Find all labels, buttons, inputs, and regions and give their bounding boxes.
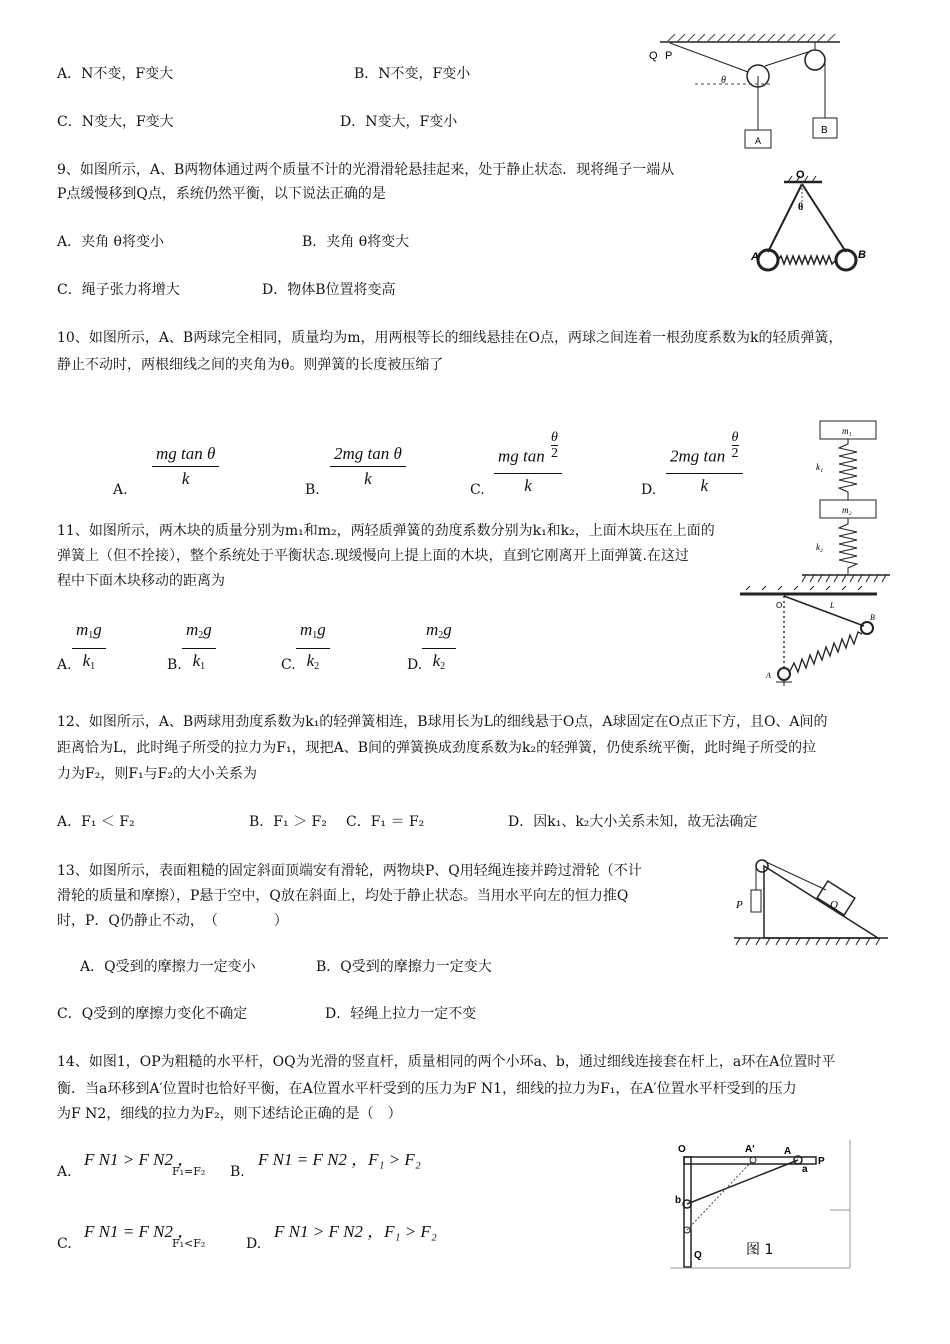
q9-stem-line1: 9、如图所示，A、B两物体通过两个质量不计的光滑滑轮悬挂起来，处于静止状态．现将绳子一端从 — [57, 162, 675, 178]
q11-a-num: m — [76, 620, 89, 639]
fig-q12-label-o: O — [776, 601, 783, 610]
q11-c-den: k — [306, 651, 315, 670]
fig-q10-label-a: A — [751, 251, 759, 263]
q9-option-c: C．绳子张力将增大 — [57, 282, 180, 298]
q11-option-b-formula: $\frac{m_2g}{k_1}$ — [182, 618, 216, 679]
q14-stem-line3: 为F N2，细线的拉力为F₂，则下述结论正确的是（ ） — [57, 1106, 402, 1122]
q14-option-a-math: F N1 > F N2 ， — [84, 1150, 195, 1169]
figure-q8-pulleys — [645, 30, 850, 150]
q10-c-half-theta: $\frac{\theta}{2}$ — [551, 430, 558, 461]
q10-option-d-label: D. — [641, 482, 657, 498]
fig-q14-label-q: Q — [694, 1250, 702, 1261]
q11-stem-line3: 程中下面木块移动的距离为 — [57, 573, 225, 589]
q11-b-num: m — [186, 620, 199, 639]
fig-q12-label-a: A — [766, 671, 771, 680]
q9-stem-line2: P点缓慢移到Q点，系统仍然平衡，以下说法正确的是 — [57, 186, 386, 202]
fig-q8-label-q: Q — [649, 50, 658, 62]
q10-option-c-formula — [494, 420, 562, 498]
q14-option-c-tail: F₁<F₂ — [172, 1237, 206, 1250]
q11-option-a-formula: $\frac{m_1g}{k_1}$ — [72, 618, 106, 679]
q10-option-a-label: A. — [113, 482, 128, 498]
fig-q14-caption: 图 1 — [746, 1242, 774, 1258]
q12-stem-line3: 力为F₂，则F₁与F₂的大小关系为 — [57, 766, 257, 782]
q11-option-a-label: A. — [57, 657, 72, 673]
fig-q10-label-o: O — [796, 169, 805, 181]
q14-option-c-label: C. — [57, 1236, 72, 1252]
q14-option-d-math: F N1 > F N2 ，F₁ > F₂ — [274, 1222, 437, 1241]
q10-option-b-label: B. — [305, 482, 320, 498]
q12-option-b: B．F₁ ＞ F₂ — [249, 814, 327, 830]
q10-c-denominator: k — [524, 476, 532, 495]
q13-option-b: B．Q受到的摩擦力一定变大 — [316, 959, 492, 975]
q11-a-den: k — [82, 651, 91, 670]
figure-q13-incline — [730, 850, 892, 950]
fig-q8-label-theta: θ — [721, 75, 726, 86]
q14-option-a-tail: F₁=F₂ — [172, 1165, 206, 1178]
fig-q13-label-q: Q — [830, 899, 838, 911]
q14-stem-line2: 衡．当a环移到A′位置时也恰好平衡，在A位置水平杆受到的压力为F N1，细线的拉力为F₁，在A′位置水平杆受到的压力 — [57, 1081, 797, 1097]
q8-option-b: B．N不变，F变小 — [354, 66, 471, 82]
q8-option-c: C．N变大，F变大 — [57, 114, 174, 130]
figure-q14-rods — [670, 1140, 852, 1272]
q11-stem-line2: 弹簧上（但不拴接），整个系统处于平衡状态.现缓慢向上提上面的木块，直到它刚离开上面弹簧.在这过 — [57, 548, 689, 564]
q10-option-b-formula — [330, 442, 406, 491]
q14-option-b-label: B. — [230, 1164, 245, 1180]
q8-option-a: A．N不变，F变大 — [57, 66, 174, 82]
q11-c-num: m — [300, 620, 313, 639]
q12-option-c: C．F₁ ＝ F₂ — [346, 814, 425, 830]
fig-q8-label-a: A — [755, 136, 762, 146]
q10-a-denominator: k — [181, 469, 190, 488]
q9-option-d: D．物体B位置将变高 — [262, 282, 396, 298]
q14-stem-line1: 14、如图1，OP为粗糙的水平杆，OQ为光滑的竖直杆，质量相同的两个小环a、b，通过细线连接套在杆上，a环在A位置时平 — [57, 1054, 836, 1070]
q10-b-denominator: k — [364, 469, 372, 488]
figure-q11-blocks-springs — [798, 418, 894, 584]
q10-option-c-label: C. — [470, 482, 485, 498]
q12-option-d: D．因k₁、k₂大小关系未知，故无法确定 — [508, 814, 758, 830]
q11-option-d-label: D. — [407, 657, 423, 673]
fig-q13-label-p: P — [736, 899, 743, 911]
q11-option-c-label: C. — [281, 657, 296, 673]
fig-q8-label-b: B — [821, 125, 828, 136]
q11-d-num: m — [426, 620, 439, 639]
q10-option-d-formula — [666, 420, 743, 498]
q10-option-a-formula — [152, 442, 219, 491]
fig-q11-label-m1: m₁ — [842, 426, 852, 436]
fig-q14-label-p: P — [818, 1156, 825, 1167]
fig-q8-label-p: P — [665, 50, 673, 62]
fig-q12-label-l: L — [830, 601, 835, 610]
fig-q12-label-b: B — [870, 613, 875, 622]
q10-stem-line1: 10、如图所示，A、B两球完全相同，质量均为m，用两根等长的细线悬挂在O点，两球之间连着一根劲度系数为k的轻质弹簧， — [57, 330, 843, 346]
fig-q11-label-k2: k₂ — [816, 542, 824, 552]
fig-q14-label-a-small: a — [802, 1164, 808, 1175]
q11-b-den: k — [192, 651, 201, 670]
q11-option-c-formula: $\frac{m_1g}{k_2}$ — [296, 618, 330, 679]
q12-stem-line1: 12、如图所示，A、B两球用劲度系数为k₁的轻弹簧相连，B球用长为L的细线悬于O点，A球固定在O点正下方，且O、A间的 — [57, 714, 828, 730]
figure-q12-spring-string — [732, 586, 882, 698]
q10-c-numerator: mg tan — [498, 446, 545, 466]
q8-option-d: D．N变大，F变小 — [340, 114, 458, 130]
fig-q14-label-a-prime: A′ — [745, 1144, 755, 1155]
q14-option-a-label: A. — [57, 1164, 72, 1180]
q11-option-d-formula: $\frac{m_2g}{k_2}$ — [422, 618, 456, 679]
q13-stem-line1: 13、如图所示，表面粗糙的固定斜面顶端安有滑轮，两物块P、Q用轻绳连接并跨过滑轮（不计 — [57, 863, 642, 879]
q13-option-d: D．轻绳上拉力一定不变 — [325, 1006, 477, 1022]
q10-d-denominator: k — [700, 476, 709, 495]
q12-option-a: A．F₁ ＜ F₂ — [57, 814, 135, 830]
q10-a-numerator: mg tan θ — [152, 442, 219, 467]
fig-q11-label-m2: m₂ — [842, 505, 852, 515]
q11-stem-line1: 11、如图所示，两木块的质量分别为m₁和m₂，两轻质弹簧的劲度系数分别为k₁和k₂，上面木块压在上面的 — [57, 523, 715, 539]
fig-q14-label-b: b — [675, 1195, 682, 1206]
q10-d-half-theta: $\frac{\theta}{2}$ — [731, 430, 739, 461]
figure-q10-balls-spring — [752, 166, 870, 278]
q13-option-a: A．Q受到的摩擦力一定变小 — [80, 959, 256, 975]
q13-option-c: C．Q受到的摩擦力变化不确定 — [57, 1006, 248, 1022]
q9-option-a: A．夹角 θ将变小 — [57, 234, 164, 250]
q10-b-numerator: 2mg tan θ — [330, 442, 406, 467]
fig-q10-label-b: B — [858, 249, 866, 261]
fig-q14-label-a: A — [784, 1146, 792, 1157]
fig-q10-label-theta: θ — [798, 202, 804, 213]
q11-option-b-label: B. — [167, 657, 182, 673]
q13-stem-line3: 时，P．Q仍静止不动， （ ） — [57, 913, 288, 929]
q14-option-b-math: F N1 = F N2 ，F₁ > F₂ — [258, 1150, 421, 1169]
q11-d-den: k — [432, 651, 441, 670]
q10-stem-line2: 静止不动时，两根细线之间的夹角为θ。则弹簧的长度被压缩了 — [57, 357, 444, 373]
q13-stem-line2: 滑轮的质量和摩擦），P悬于空中，Q放在斜面上，均处于静止状态。当用水平向左的恒力推Q — [57, 888, 629, 904]
fig-q14-label-o: O — [678, 1144, 686, 1155]
q14-option-c-math: F N1 = F N2 ， — [84, 1222, 195, 1241]
q14-option-d-label: D. — [246, 1236, 262, 1252]
q9-option-b: B．夹角 θ将变大 — [302, 234, 410, 250]
q10-d-numerator: 2mg tan — [670, 446, 726, 466]
fig-q11-label-k1: k₁ — [816, 462, 824, 472]
q12-stem-line2: 距离恰为L，此时绳子所受的拉力为F₁，现把A、B间的弹簧换成劲度系数为k₂的轻弹簧，仍使系统平衡，此时绳子所受的拉 — [57, 740, 817, 756]
